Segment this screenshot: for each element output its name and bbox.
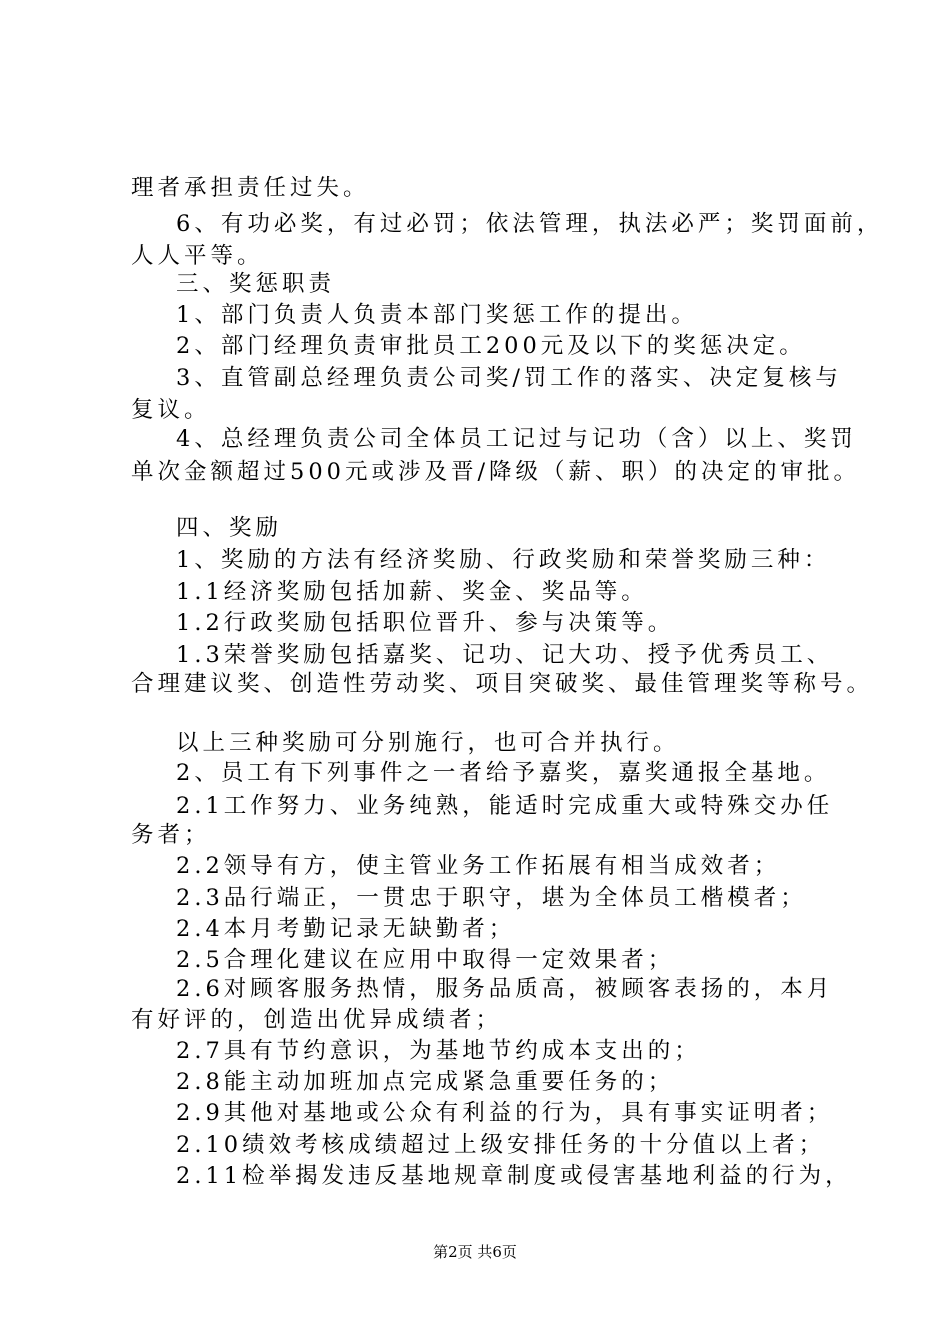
text-line: 2、部门经理负责审批员工200元及以下的奖惩决定。 <box>176 333 806 359</box>
text-line: 3、直管副总经理负责公司奖/罚工作的落实、决定复核与 <box>176 365 842 391</box>
text-line: 1.2行政奖励包括职位晋升、参与决策等。 <box>176 610 675 636</box>
text-line: 人人平等。 <box>131 243 264 269</box>
text-line: 2.10绩效考核成绩超过上级安排任务的十分值以上者； <box>176 1132 826 1158</box>
page-number-footer: 第2页 共6页 <box>433 1243 517 1261</box>
text-line: 2.2领导有方，使主管业务工作拓展有相当成效者； <box>176 853 781 879</box>
text-line: 务者； <box>131 822 211 848</box>
text-line: 2.8能主动加班加点完成紧急重要任务的； <box>176 1069 675 1095</box>
text-line: 1、奖励的方法有经济奖励、行政奖励和荣誉奖励三种： <box>176 547 831 573</box>
text-line: 合理建议奖、创造性劳动奖、项目突破奖、最佳管理奖等称号。 <box>131 671 874 697</box>
section-heading: 三、奖惩职责 <box>176 271 336 297</box>
text-line: 以上三种奖励可分别施行，也可合并执行。 <box>176 730 680 756</box>
text-line: 有好评的，创造出优异成绩者； <box>131 1007 503 1033</box>
text-line: 1、部门负责人负责本部门奖惩工作的提出。 <box>176 302 698 328</box>
text-line: 2.4本月考勤记录无缺勤者； <box>176 916 516 942</box>
section-heading: 四、奖励 <box>176 515 283 541</box>
text-line: 2.9其他对基地或公众有利益的行为，具有事实证明者； <box>176 1100 834 1126</box>
text-line: 4、总经理负责公司全体员工记过与记功（含）以上、奖罚 <box>176 426 857 452</box>
text-line: 6、有功必奖，有过必罚；依法管理，执法必严；奖罚面前， <box>176 211 884 237</box>
text-line: 2、员工有下列事件之一者给予嘉奖，嘉奖通报全基地。 <box>176 760 831 786</box>
text-line: 1.3荣誉奖励包括嘉奖、记功、记大功、授予优秀员工、 <box>176 642 834 668</box>
text-line: 2.7具有节约意识，为基地节约成本支出的； <box>176 1038 701 1064</box>
text-line: 理者承担责任过失。 <box>131 175 370 201</box>
text-line: 2.6对顾客服务热情，服务品质高，被顾客表扬的，本月 <box>176 976 834 1002</box>
text-line: 2.3品行端正，一贯忠于职守，堪为全体员工楷模者； <box>176 885 807 911</box>
text-line: 1.1经济奖励包括加薪、奖金、奖品等。 <box>176 579 648 605</box>
text-line: 单次金额超过500元或涉及晋/降级（薪、职）的决定的审批。 <box>131 459 861 485</box>
text-line: 2.1工作努力、业务纯熟，能适时完成重大或特殊交办任 <box>176 793 834 819</box>
text-line: 2.11检举揭发违反基地规章制度或侵害基地利益的行为， <box>176 1163 852 1189</box>
text-line: 复议。 <box>131 397 211 423</box>
text-line: 2.5合理化建议在应用中取得一定效果者； <box>176 947 675 973</box>
